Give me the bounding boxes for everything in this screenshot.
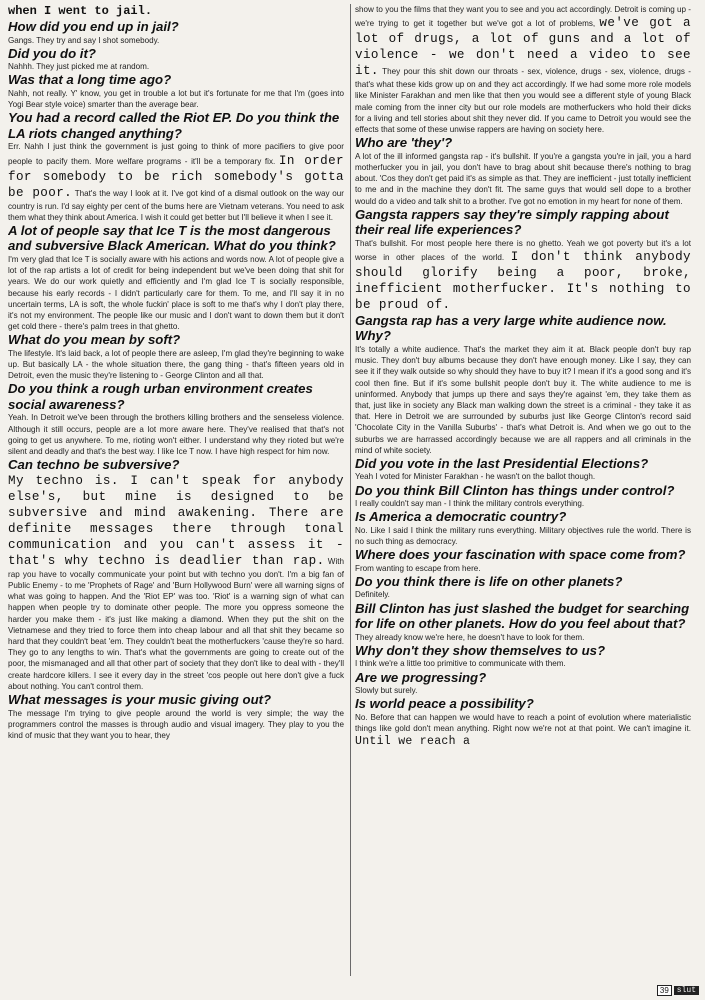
answer-text: They pour this shit down our throats - sex, violence, drugs - sex, violence, drugs - that's what these kids grow up on and they act accordingly. If we had some more role models like Minister Farakhan and men like that then you would see a different style of young Black male coming from the inner city but our role models are motherfuckers who hold their dicks for a living and tell stories about shit they never did. If you came to Detroit you would see the effects that some of these unwise rappers are having on society here.: [355, 67, 691, 135]
interview-answer: [355, 344, 691, 456]
interview-answer: [8, 412, 344, 457]
answer-text: I really couldn't say man - I think the military controls everything.: [355, 499, 585, 509]
interview-answer: [8, 35, 344, 46]
interview-question: Do you think a rough urban environment creates social awareness?: [8, 381, 313, 412]
left-column: [8, 4, 344, 980]
answer-text: Err. Nahh I just think the government is just going to think of more pacifiers to give poor people to pacify them. More welfare programs - it'll be a temporary fix.: [8, 142, 344, 166]
page-number: 39: [657, 985, 672, 996]
answer-text: It's totally a white audience. That's the market they aim it at. Black people don't buy rap music. They don't buy albums because they don't have enough money. Like I say, they can see it if they walk outside so why should they have to buy it? I mean if it's a good song and it's cool then fine. But if it's some bullshit people don't buy it. The white audience to me is uninformed. Anybody that jumps up there and says they're against 'em, they take them as that, just like in society any Black man walking down the street is a criminal - they take it as that. Here in Detroit we are surrounded by suburbs just like George Clinton's record said 'Chocolate City in the Vanilla Suburbs' - that's what Detroit is. And when we go out to the suburbs we are harrassed accordingly because we are all rappers and all criminals in the mind of white society.: [355, 344, 691, 455]
interview-question: Can techno be subversive?: [8, 457, 180, 473]
interview-question: Are we progressing?: [355, 669, 487, 685]
answer-text: I'm very glad that Ice T is socially aware with his actions and words now. A lot of people give a lot of the rap artists a lot of credit for being independent but we've been doing that shit for years. We do our work quietly and efficiently and I'm glad Ice T is socially responsible, because his early records - I didn't particularly care for them. To me, and I'll say it in no uncertain terms, LA is soft, the whole fuckin' place is soft to me that's why I don't play there, it's not my environment. The people like our music and I don't want to down them but it don't get cold there - there's palm trees in that ghetto.: [8, 254, 344, 332]
answer-text: Definitely.: [355, 590, 390, 600]
answer-text: No. Like I said I think the military runs everything. Military objectives rule the world. There is no such thing as democracy.: [355, 525, 691, 547]
answer-text: Nahhh. They just picked me at random.: [8, 62, 150, 72]
interview-answer: [355, 632, 691, 643]
interview-answer: [355, 658, 691, 669]
interview-question: Who are 'they'?: [355, 135, 453, 151]
interview-answer: [8, 254, 344, 332]
interview-answer: [8, 88, 344, 110]
lead-pull-quote: when I went to jail.: [8, 4, 153, 18]
interview-answer: [355, 525, 691, 547]
interview-question: Do you think there is life on other planets?: [355, 573, 623, 589]
interview-question: What do you mean by soft?: [8, 332, 181, 348]
interview-question: What messages is your music giving out?: [8, 692, 272, 707]
answer-text: From wanting to escape from here.: [355, 563, 481, 573]
interview-question: Did you vote in the last Presidential Elections?: [355, 455, 649, 471]
interview-question: Is world peace a possibility?: [355, 696, 534, 712]
left-column-flow: [8, 19, 344, 741]
interview-answer: [355, 563, 691, 574]
interview-answer: [8, 61, 344, 72]
answer-text: Yeah. In Detroit we've been through the brothers killing brothers and the senseless violence. Although it still occurs, people are a lot more aware here. They've realised that that's not going to get us anywhere. To me, rioting won't either. I understand why they rioted but we're silent and deadly and that's the best way. I like Ice T now. I have high respect for him now.: [8, 413, 344, 457]
interview-answer: [355, 712, 691, 750]
interview-answer: [355, 238, 691, 313]
interview-question: Was that a long time ago?: [8, 72, 172, 88]
interview-question: A lot of people say that Ice T is the most dangerous and subversive Black American. What do you think?: [8, 222, 336, 254]
interview-question: You had a record called the Riot EP. Do you think the LA riots changed anything?: [8, 110, 340, 141]
pull-quote: I don't think anybody should glorify being a poor, broke, inefficient motherfucker. It's nothing to be proud of.: [355, 249, 691, 312]
interview-answer: [8, 141, 344, 223]
interview-question: Bill Clinton has just slashed the budget for searching for life on other planets. How do you feel about that?: [355, 600, 690, 632]
interview-question: Why don't they show themselves to us?: [355, 642, 606, 658]
pull-quote: we've got a lot of drugs, a lot of guns and a lot of violence - we don't need a video to see it.: [355, 16, 691, 79]
interview-question: Did you do it?: [8, 45, 96, 61]
answer-text: The lifestyle. It's laid back, a lot of people there are asleep, I'm glad they're beginning to wake up. But basically LA - the whole situation there, the gang thing - that's fifteen years old in Detroit, even the music they're listening to - George Clinton and all that.: [8, 348, 344, 381]
answer-text: They already know we're here, he doesn't have to look for them.: [355, 632, 585, 642]
answer-text: show to you the films that they want you to see and you act accordingly. Detroit is coming up - we're trying to get it together but we've got a lot of problems,: [355, 5, 691, 29]
interview-question: Where does your fascination with space come from?: [355, 547, 686, 563]
column-divider: [350, 4, 351, 976]
answer-text: A lot of the ill informed gangsta rap - it's bullshit. If you're a gangsta you're in jail, you a hard motherfucker you in jail, you don't have to brag about shit because there's nothing to brag about. 'Cos they don't get paid it's as simple as that. They are inefficient - just totally inefficient to me and in the machine they don't fit. The same guys that would sell dope to a brother would do a video and talk shit to a brother. I've got no emotion in my heart for none of them.: [355, 151, 691, 206]
answer-text: No. Before that can happen we would have to reach a point of evolution where materialistic things like gold don't mean anything. Right now we're not at that point. We can't imagine it.: [355, 712, 691, 733]
interview-answer: [8, 473, 344, 692]
interview-answer: [355, 4, 691, 135]
page-folio: [657, 985, 699, 996]
interview-question: Do you think Bill Clinton has things under control?: [355, 482, 675, 498]
interview-answer: [8, 348, 344, 382]
answer-text: With rap you have to vocally communicate your point but with techno you don't. I'm a big fan of Public Enemy - to me 'Prophets of Rage' and 'Burn Hollywood Burn' were all warning signs of what was going to happen. And the 'Riot EP' was too. 'Riot' is a warning sign of what can happen when people try to dominate other people. The more you oppress someone the harder you make them - it's just like making a diamond. When they put the shit on the Vietnamese and they tried to force them into cheap labour and all that shit they became so hard that they couldn't beat 'em. They couldn't beat the motherfuckers 'cause they're so hard. They go to any lengths to win. That's what the governments are going to create out of the poor, the mismanaged and all that other part of society that they don't like to deal with - they'll create hardcore killers. I see it every day in the street 'cos people out here don't give a fuck about nothing. You can't control them.: [8, 556, 344, 691]
magazine-name: slut: [674, 986, 699, 995]
interview-question: Gangsta rappers say they're simply rapping about their real life experiences?: [355, 206, 669, 238]
right-column: [355, 4, 691, 980]
pull-quote: Until we reach a: [355, 735, 471, 749]
right-column-flow: [355, 4, 691, 750]
answer-text: The message I'm trying to give people around the world is very simple; the way the programmers control the masses is through audio and visual imagery. They play to you the kind of music that they want you to hear, they: [8, 708, 344, 740]
answer-text: That's bullshit. For most people here there is no ghetto. Yeah we got poverty but it's a lot worse in other places of the world.: [355, 238, 691, 262]
answer-text: I think we're a little too primitive to communicate with them.: [355, 659, 566, 669]
interview-question: How did you end up in jail?: [8, 19, 179, 34]
interview-answer: [355, 589, 691, 600]
interview-answer: [355, 685, 691, 696]
interview-answer: [8, 708, 344, 742]
pull-quote: In order for somebody to be rich somebody's gotta be poor.: [8, 153, 344, 200]
interview-question: Gangsta rap has a very large white audience now. Why?: [355, 312, 667, 344]
pull-quote: My techno is. I can't speak for anybody else's, but mine is designed to be subversive and mind awakening. There are definite messages there through tonal communication and you can't assess it - that's why techno is deadlier than rap.: [8, 473, 344, 568]
interview-answer: [355, 151, 691, 207]
answer-text: Slowly but surely.: [355, 686, 418, 696]
answer-text: Yeah I voted for Minister Farakhan - he wasn't on the ballot though.: [355, 472, 596, 482]
interview-answer: [355, 471, 691, 482]
interview-answer: [355, 498, 691, 509]
answer-text: That's the way I look at it. I've got kind of a dismal outlook on the way our country is run. I'd say eighty per cent of the bums here are Vietnam veterans. You need to ask them what they think about America. I wish it could get better but I'll believe it when I see it.: [8, 188, 344, 222]
interview-question: Is America a democratic country?: [355, 509, 567, 525]
magazine-page: [8, 4, 698, 994]
answer-text: Nahh, not really. Y' know, you get in trouble a lot but it's fortunate for me that I'm (goes into Yogi Bear style voice) smarter than the average bear.: [8, 88, 344, 110]
answer-text: Gangs. They try and say I shot somebody.: [8, 35, 160, 45]
